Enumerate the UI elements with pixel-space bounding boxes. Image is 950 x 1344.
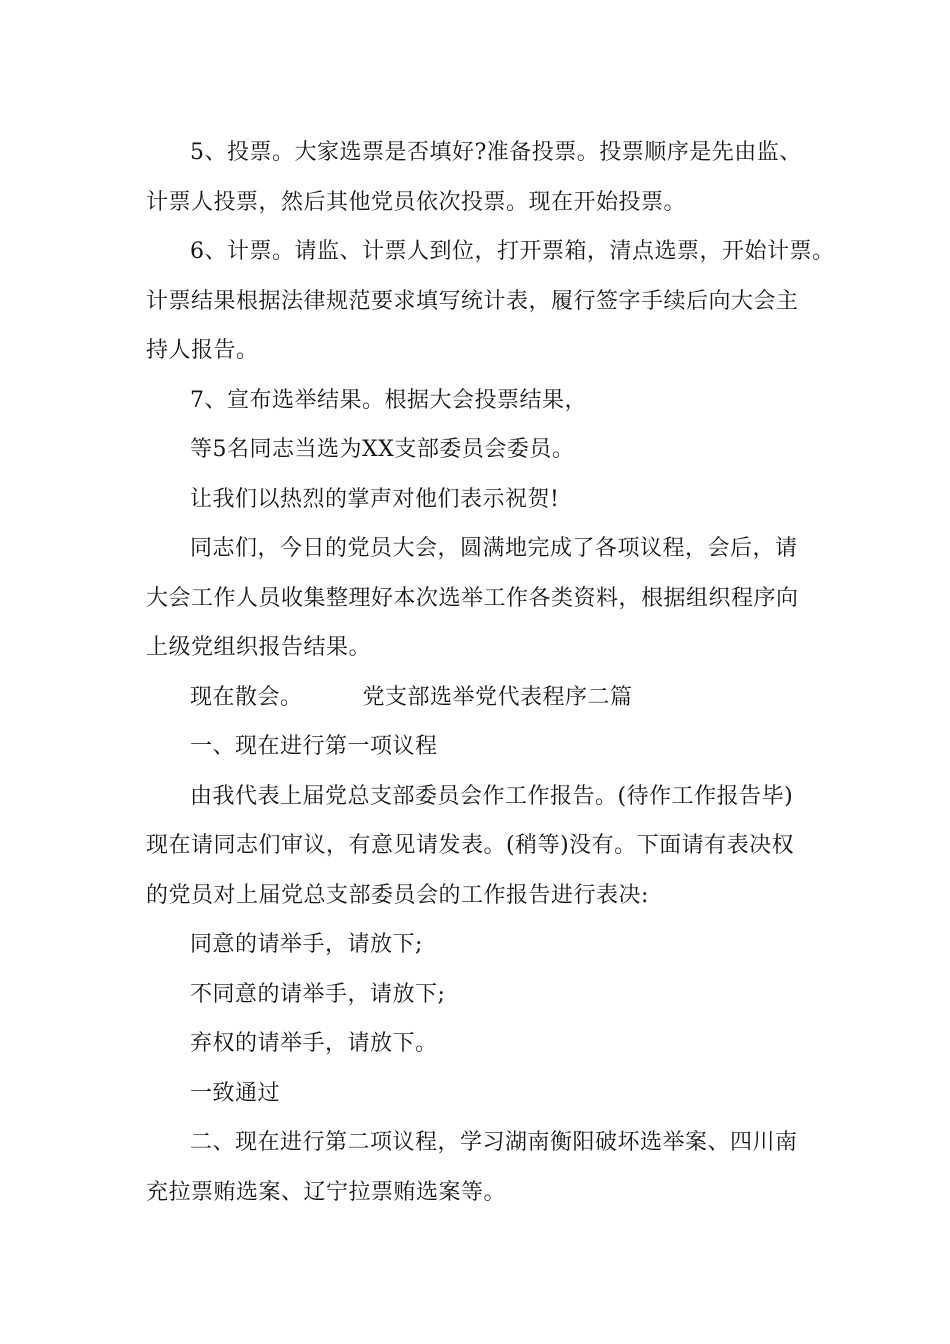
section-heading-line: 现在散会。 党支部选举党代表程序二篇 <box>190 685 633 710</box>
text-line: 一致通过 <box>190 1081 281 1106</box>
text-line: 大会工作人员收集整理好本次选举工作各类资料，根据组织程序向 <box>146 586 799 611</box>
text-line: 弃权的请举手，请放下。 <box>190 1031 438 1056</box>
text-line: 计票人投票，然后其他党员依次投票。现在开始投票。 <box>146 190 687 215</box>
text-line: 5、投票。大家选票是否填好?准备投票。投票顺序是先由监、 <box>190 140 802 165</box>
text-line: 持人报告。 <box>146 338 259 363</box>
text-line: 同志们，今日的党员大会，圆满地完成了各项议程，会后，请 <box>190 536 798 561</box>
text-line: 现在请同志们审议，有意见请发表。(稍等)没有。下面请有表决权 <box>146 833 795 858</box>
text-line: 的党员对上届党总支部委员会的工作报告进行表决: <box>146 883 649 908</box>
text-line: 一、现在进行第一项议程 <box>190 734 438 759</box>
text-line: 上级党组织报告结果。 <box>146 635 372 660</box>
text-line: 充拉票贿选案、辽宁拉票贿选案等。 <box>146 1180 507 1205</box>
text-line: 不同意的请举手，请放下; <box>190 982 446 1007</box>
text-line: 二、现在进行第二项议程，学习湖南衡阳破坏选举案、四川南 <box>190 1130 798 1155</box>
text-line: 同意的请举手，请放下; <box>190 932 423 957</box>
text-line: 7、宣布选举结果。根据大会投票结果， <box>190 388 587 413</box>
text-line: 等5名同志当选为XX支部委员会委员。 <box>190 437 575 462</box>
text-line: 由我代表上届党总支部委员会作工作报告。(待作工作报告毕) <box>190 784 794 809</box>
text-line: 让我们以热烈的掌声对他们表示祝贺! <box>190 487 560 512</box>
text-line: 6、计票。请监、计票人到位，打开票箱，清点选票，开始计票。 <box>190 239 835 264</box>
text-line: 计票结果根据法律规范要求填写统计表，履行签字手续后向大会主 <box>146 289 799 314</box>
